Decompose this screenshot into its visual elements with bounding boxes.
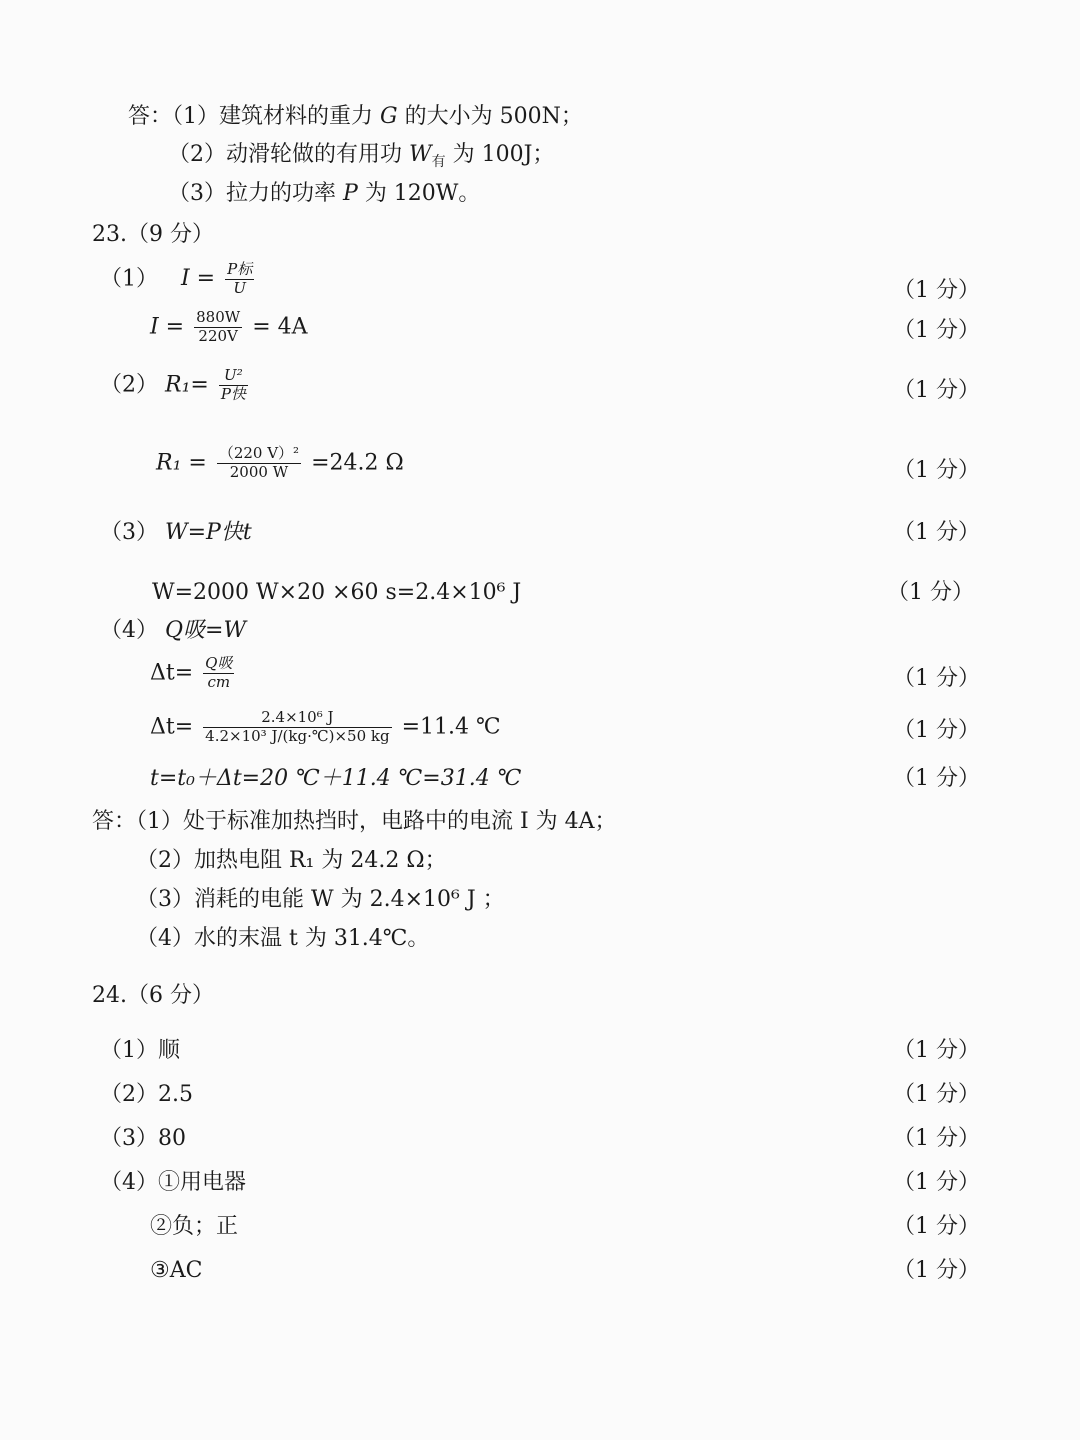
score-label: （1 分） bbox=[893, 278, 980, 303]
q23-step3-formula bbox=[100, 522, 252, 544]
var-w: W bbox=[409, 142, 432, 167]
q23-step4-dt-formula bbox=[150, 656, 237, 691]
score-label: （1 分） bbox=[893, 1038, 980, 1063]
step-label: （3） bbox=[100, 520, 158, 545]
q23-step1-calc bbox=[150, 310, 308, 345]
score-label: （1 分） bbox=[893, 666, 980, 691]
q23-step1-formula bbox=[100, 262, 257, 297]
var-p: P bbox=[343, 181, 358, 206]
q23-answer-1: 答：（1）处于标准加热挡时，电路中的电流 I 为 4A； bbox=[92, 809, 617, 834]
q22-answer-3-pre: （3）拉力的功率 bbox=[168, 181, 336, 206]
fraction: $\frac{\text{U²}}{\text{P快}}$ bbox=[220, 366, 246, 403]
q24-answer-3: （3）80 bbox=[100, 1126, 186, 1151]
q23-step4-formula bbox=[100, 620, 246, 642]
q23-answer-3: （3）消耗的电能 W 为 2.4×10⁶ J ； bbox=[136, 887, 505, 912]
formula-expr: W=P快t bbox=[165, 520, 252, 545]
score-label: （1 分） bbox=[893, 378, 980, 403]
q22-answer-lead: 答：（1）建筑材料的重力 bbox=[128, 104, 373, 129]
q22-answer-1-rest: 的大小为 500N； bbox=[404, 104, 583, 129]
formula-expr: Q吸=W bbox=[165, 618, 247, 643]
formula-lhs: Δt= bbox=[150, 714, 194, 740]
score-label: （1 分） bbox=[893, 1126, 980, 1151]
fraction: $\frac{\text{2.4×10⁶ J}}{\text{4.2×10³ J/(kg·℃)×50 kg}}$ bbox=[205, 708, 390, 745]
score-label: （1 分） bbox=[893, 1170, 980, 1195]
q23-answer-2: （2）加热电阻 R₁ 为 24.2 Ω； bbox=[136, 848, 447, 873]
fraction: $\frac{\text{P标}}{U}$ bbox=[227, 260, 253, 297]
step-label: （2） bbox=[100, 372, 158, 398]
formula-result: = 4A bbox=[252, 314, 308, 340]
formula-result: =11.4 ℃ bbox=[401, 714, 501, 740]
score-label: （1 分） bbox=[887, 580, 974, 605]
formula-lhs: Δt= bbox=[150, 660, 194, 686]
formula-lhs: I = bbox=[150, 314, 185, 340]
var-g: G bbox=[380, 104, 398, 129]
q23-step4-dt-calc bbox=[150, 710, 501, 745]
q23-step2-calc bbox=[156, 446, 404, 481]
formula-lhs: R₁ = bbox=[156, 450, 207, 476]
q23-step3-calc: W=2000 W×20 ×60 s=2.4×10⁶ J bbox=[152, 580, 522, 605]
q22-answer-2-pre: （2）动滑轮做的有用功 bbox=[168, 142, 402, 167]
score-label: （1 分） bbox=[893, 1258, 980, 1283]
step-label: （4） bbox=[100, 618, 158, 643]
q22-answer-2-rest: 为 100J； bbox=[452, 142, 555, 167]
score-label: （1 分） bbox=[893, 458, 980, 483]
q24-heading: 24.（6 分） bbox=[92, 983, 214, 1008]
score-label: （1 分） bbox=[893, 1082, 980, 1107]
q23-heading: 23.（9 分） bbox=[92, 222, 214, 247]
score-label: （1 分） bbox=[893, 318, 980, 343]
score-label: （1 分） bbox=[893, 1214, 980, 1239]
q22-answer-line-2 bbox=[168, 144, 554, 169]
fraction: $\frac{\text{（220 V）²}}{2000 W}$ bbox=[218, 444, 300, 481]
q24-answer-1: （1）顺 bbox=[100, 1038, 180, 1063]
q23-step2-formula bbox=[100, 368, 251, 403]
score-label: （1 分） bbox=[893, 718, 980, 743]
q24-answer-4-part-3: ③AC bbox=[150, 1258, 203, 1283]
fraction: $\frac{\text{Q吸}}{cm}$ bbox=[205, 654, 233, 691]
step-label: （1） bbox=[100, 266, 158, 292]
q22-answer-line-3 bbox=[168, 183, 480, 205]
fraction: $\frac{880W}{220V}$ bbox=[196, 308, 241, 345]
q24-answer-4-part-2: ②负；正 bbox=[150, 1214, 239, 1239]
formula-lhs: I = bbox=[181, 266, 216, 292]
q23-step4-final-temp: t=t₀＋Δt=20 ℃＋11.4 ℃=31.4 ℃ bbox=[150, 766, 522, 791]
q22-answer-3-rest: 为 120W。 bbox=[364, 181, 481, 206]
formula-lhs: R₁= bbox=[165, 372, 209, 398]
q24-answer-4: （4）①用电器 bbox=[100, 1170, 246, 1195]
score-label: （1 分） bbox=[893, 520, 980, 545]
q22-answer-line-1 bbox=[128, 106, 583, 128]
score-label: （1 分） bbox=[893, 766, 980, 791]
q23-answer-4: （4）水的末温 t 为 31.4℃。 bbox=[136, 926, 430, 951]
formula-result: =24.2 Ω bbox=[311, 450, 404, 476]
q24-answer-2: （2）2.5 bbox=[100, 1082, 193, 1107]
w-subscript: 有 bbox=[431, 154, 446, 170]
